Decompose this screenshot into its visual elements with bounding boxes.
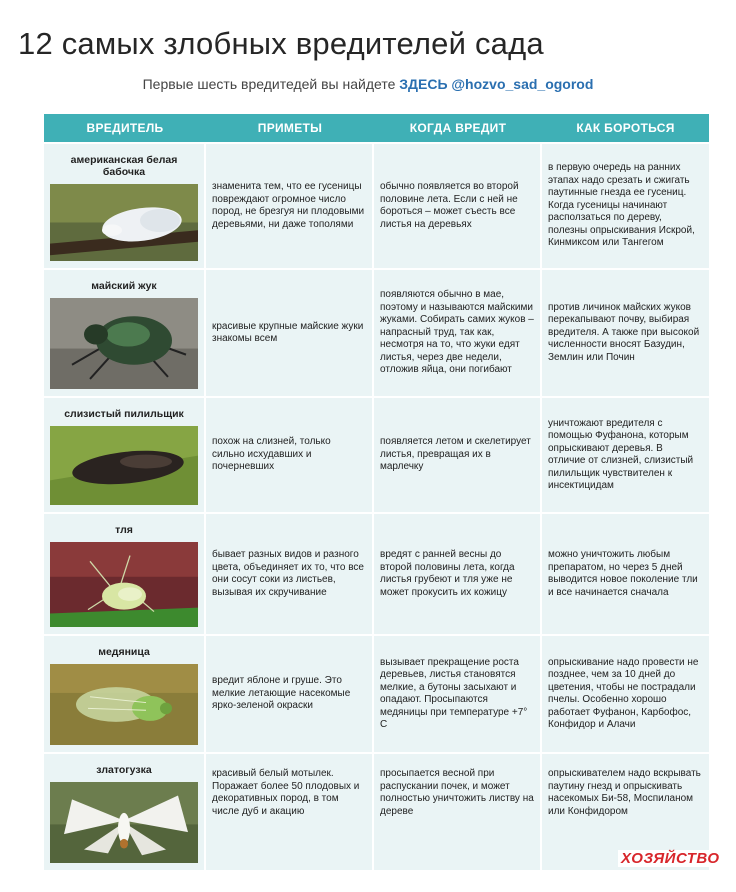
pest-cell bbox=[44, 754, 206, 870]
page-title: 12 самых злобных вредителей сада bbox=[18, 26, 544, 61]
table-row bbox=[44, 752, 709, 870]
table-row bbox=[44, 142, 709, 268]
fight-cell: опрыскивателем надо вскрывать паутину гнезд и опрыскивать насекомых Би-58, Моспиланом или Конфидором bbox=[548, 768, 701, 817]
sawfly-larva-photo bbox=[50, 426, 198, 505]
when-cell: появляется летом и скелетирует листья, превращая их в марлечку bbox=[374, 398, 542, 512]
psyllid-photo bbox=[50, 664, 198, 745]
subtitle-text: Первые шесть вредитедей вы найдете bbox=[142, 76, 396, 92]
pest-cell bbox=[44, 144, 206, 268]
header-pest: ВРЕДИТЕЛЬ bbox=[86, 121, 164, 135]
when-cell: обычно появляется во второй половине лета. Если с ней не бороться – может съесть все листья на деревьях bbox=[374, 144, 542, 268]
pest-name: американская белая бабочка bbox=[70, 154, 178, 178]
fight-cell: в первую очередь на ранних этапах надо срезать и сжигать паутинные гнезда ее гусениц. Когда гусеницы начинают расползаться по дереву, полезны опрыскивания Искрой, Кинмиксом или Тангегом bbox=[548, 162, 695, 249]
table-row bbox=[44, 634, 709, 752]
table-row bbox=[44, 396, 709, 512]
subtitle-link[interactable]: ЗДЕСЬ @hozvo_sad_ogorod bbox=[399, 76, 594, 92]
pest-cell bbox=[44, 514, 206, 634]
pest-cell bbox=[44, 398, 206, 512]
fight-cell: против личинок майских жуков перекапывают почву, выбирая вредителя. А также при высокой численности вносят Базудин, Землин или Почин bbox=[548, 301, 700, 363]
pest-name: майский жук bbox=[91, 280, 157, 292]
pest-name: слизистый пилильщик bbox=[64, 408, 184, 420]
pest-name: медяница bbox=[98, 646, 150, 658]
white-moth-photo bbox=[50, 184, 198, 261]
signs-cell: знаменита тем, что ее гусеницы повреждают огромное число пород, не брезгуя ни плодовыми деревьями, ни даже тополями bbox=[206, 144, 374, 268]
signs-cell: красивый белый мотылек. Поражает более 50 плодовых и декоративных пород, в том числе дуб и акацию bbox=[206, 754, 374, 870]
when-cell: вызывает прекращение роста деревьев, листья становятся мелкие, а бутоны засыхают и опадают. Просыпаются медяницы при температуре +7° С bbox=[374, 636, 542, 752]
signs-cell: вредит яблоне и груше. Это мелкие летающие насекомые ярко-зеленой окраски bbox=[206, 636, 374, 752]
when-cell: появляются обычно в мае, поэтому и называются майскими жуками. Собирать самих жуков – напрасный труд, так как, несмотря на то, что жуки едят листья, через две недели, отложив яйца, они погибают bbox=[374, 270, 542, 396]
fight-cell: можно уничтожить любым препаратом, но через 5 дней выводится новое поколение тли и все начинается сначала bbox=[548, 549, 698, 598]
signs-cell: похож на слизней, только сильно исхудавших и почерневших bbox=[206, 398, 374, 512]
when-cell: просыпается весной при распускании почек, и может полностью уничтожить листву на дереве bbox=[374, 754, 542, 870]
pests-table bbox=[44, 114, 709, 870]
pest-cell bbox=[44, 636, 206, 752]
pest-cell bbox=[44, 270, 206, 396]
aphid-photo bbox=[50, 542, 198, 627]
header-fight: КАК БОРОТЬСЯ bbox=[576, 121, 675, 135]
pest-name: тля bbox=[115, 524, 133, 536]
header-when: КОГДА ВРЕДИТ bbox=[409, 121, 507, 135]
signs-cell: бывает разных видов и разного цвета, объединяет их то, что все они сосут соки из листьев, вызывая их скручивание bbox=[206, 514, 374, 634]
table-row bbox=[44, 268, 709, 396]
pest-name: златогузка bbox=[96, 764, 152, 776]
table-header-row bbox=[44, 114, 709, 142]
header-signs: ПРИМЕТЫ bbox=[257, 121, 323, 135]
when-cell: вредят с ранней весны до второй половины лета, когда листья грубеют и тля уже не может прокусить их кожицу bbox=[374, 514, 542, 634]
brown-tail-moth-photo bbox=[50, 782, 198, 863]
publisher-logo: ХОЗЯЙСТВО bbox=[618, 850, 723, 867]
may-beetle-photo bbox=[50, 298, 198, 389]
fight-cell: уничтожают вредителя с помощью Фуфанона, которым опрыскивают деревья. В отличие от слизней, слизистый пилильщик чувствителен к инсектицидам bbox=[548, 417, 694, 491]
table-row bbox=[44, 512, 709, 634]
signs-cell: красивые крупные майские жуки знакомы всем bbox=[206, 270, 374, 396]
subtitle bbox=[0, 76, 736, 92]
fight-cell: опрыскивание надо провести не позднее, чем за 10 дней до цветения, чтобы не пострадали пчелы. Особенно хорошо работает Фуфанон, Карбофос, Конфидор и Алачи bbox=[548, 656, 699, 730]
